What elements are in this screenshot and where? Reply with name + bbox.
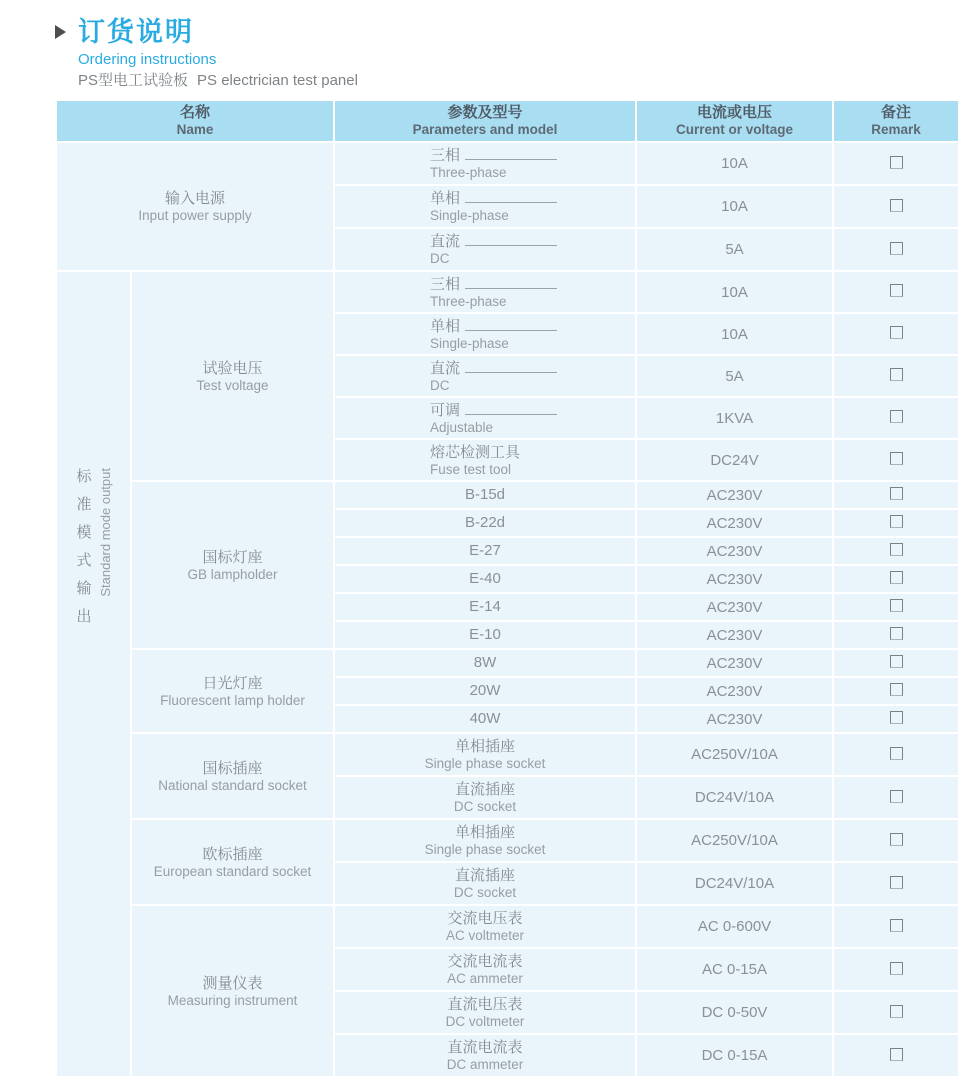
remark-cell xyxy=(833,271,959,313)
remark-cell xyxy=(833,776,959,819)
remark-cell xyxy=(833,705,959,733)
param-cell xyxy=(334,142,636,185)
remark-cell xyxy=(833,677,959,705)
group-name-zh: 国标插座 xyxy=(202,759,263,777)
param-zh: 单相 xyxy=(430,317,461,335)
param-zh: 直流 xyxy=(430,359,461,377)
value-cell: AC230V xyxy=(636,565,833,593)
value-cell: 5A xyxy=(636,355,833,397)
param-en: Fuse test tool xyxy=(430,461,512,477)
table-row xyxy=(56,905,959,948)
param-zh: 直流插座 xyxy=(454,781,515,798)
remark-cell xyxy=(833,565,959,593)
remark-cell xyxy=(833,819,959,862)
value-cell: AC230V xyxy=(636,677,833,705)
param-zh: 直流 xyxy=(430,233,461,250)
page-subtitle-zh: PS型电工试验板 xyxy=(78,72,189,89)
remark-checkbox[interactable] xyxy=(890,655,903,668)
param-cell xyxy=(334,185,636,228)
value-cell: DC 0-50V xyxy=(636,991,833,1034)
remark-cell xyxy=(833,1034,959,1077)
param-text: 20W xyxy=(469,682,501,699)
value-cell: AC250V/10A xyxy=(636,733,833,776)
table-row xyxy=(56,733,959,776)
param-block xyxy=(335,401,635,436)
col-header-current: 电流或电压 Current or voltage xyxy=(636,100,833,142)
remark-cell xyxy=(833,185,959,228)
group-name-zh: 日光灯座 xyxy=(202,674,263,692)
param-cell xyxy=(334,481,636,509)
param-cell xyxy=(334,776,636,819)
ordering-table xyxy=(55,99,960,1078)
side-label xyxy=(75,468,113,636)
param-text: E-27 xyxy=(469,542,501,559)
value-cell: AC 0-15A xyxy=(636,948,833,991)
remark-cell xyxy=(833,355,959,397)
blank-fill-line xyxy=(465,147,557,160)
table-row xyxy=(56,481,959,509)
param-en: DC socket xyxy=(453,799,517,814)
remark-cell xyxy=(833,439,959,481)
remark-checkbox[interactable] xyxy=(890,284,903,297)
group-name-en: Measuring instrument xyxy=(167,992,298,1008)
value-cell: 5A xyxy=(636,228,833,271)
param-en: Single phase socket xyxy=(424,756,546,771)
table-row xyxy=(56,142,959,185)
param-line xyxy=(430,317,635,336)
param-cell xyxy=(334,397,636,439)
group-name-zh: 国标灯座 xyxy=(202,548,263,566)
group-name-zh: 输入电源 xyxy=(164,190,225,207)
blank-fill-line xyxy=(465,318,557,331)
table-row xyxy=(56,271,959,313)
group-name-cell xyxy=(131,819,334,905)
remark-cell xyxy=(833,948,959,991)
param-cell xyxy=(334,677,636,705)
table-header xyxy=(56,100,959,142)
blank-fill-line xyxy=(465,276,557,289)
param-cell xyxy=(334,355,636,397)
group-name-en: Test voltage xyxy=(196,377,269,393)
param-zh: 三相 xyxy=(430,147,461,164)
value-cell: AC230V xyxy=(636,481,833,509)
param-en: Adjustable xyxy=(430,419,494,435)
side-label-zh: 标准模式输出 xyxy=(74,468,92,636)
section-heading xyxy=(55,16,969,48)
param-text: B-15d xyxy=(464,486,506,503)
param-line xyxy=(430,401,635,420)
remark-checkbox[interactable] xyxy=(890,876,903,889)
param-text: 8W xyxy=(473,654,497,671)
param-block xyxy=(335,317,635,352)
value-cell: AC230V xyxy=(636,649,833,677)
param-line xyxy=(430,359,635,378)
remark-checkbox[interactable] xyxy=(890,747,903,760)
section-arrow-icon xyxy=(55,25,66,39)
param-block xyxy=(335,146,635,181)
value-cell: DC24V/10A xyxy=(636,862,833,905)
blank-fill-line xyxy=(465,360,557,373)
page-subtitle-en: PS electrician test panel xyxy=(197,72,358,89)
page-subtitle xyxy=(78,72,969,90)
remark-checkbox[interactable] xyxy=(890,833,903,846)
table-row xyxy=(56,649,959,677)
param-line xyxy=(430,275,635,294)
group-name-en: European standard socket xyxy=(153,863,312,879)
value-cell: AC250V/10A xyxy=(636,819,833,862)
param-line xyxy=(430,189,635,208)
value-cell: AC230V xyxy=(636,537,833,565)
group-name-zh: 欧标插座 xyxy=(202,845,263,863)
group-name-en: Fluorescent lamp holder xyxy=(160,692,305,708)
param-block xyxy=(335,359,635,394)
value-cell: AC230V xyxy=(636,593,833,621)
param-line xyxy=(430,232,635,251)
remark-cell xyxy=(833,649,959,677)
param-en: DC socket xyxy=(453,885,517,900)
remark-cell xyxy=(833,228,959,271)
remark-checkbox[interactable] xyxy=(890,962,903,975)
param-en: DC voltmeter xyxy=(445,1014,525,1029)
param-en: Single phase socket xyxy=(424,842,546,857)
param-zh: 单相插座 xyxy=(454,824,515,841)
param-en: DC xyxy=(430,377,450,393)
group-name-en: National standard socket xyxy=(158,777,307,793)
col-header-name: 名称 Name xyxy=(56,100,334,142)
param-en: Three-phase xyxy=(430,293,507,309)
value-cell: 10A xyxy=(636,185,833,228)
param-text: B-22d xyxy=(464,514,506,531)
remark-checkbox[interactable] xyxy=(890,515,903,528)
side-label-cell xyxy=(56,271,131,1077)
param-en: AC ammeter xyxy=(447,971,523,986)
value-cell: AC230V xyxy=(636,705,833,733)
value-cell: 10A xyxy=(636,142,833,185)
remark-checkbox[interactable] xyxy=(890,368,903,381)
value-cell: 10A xyxy=(636,313,833,355)
value-cell: AC230V xyxy=(636,509,833,537)
remark-checkbox[interactable] xyxy=(890,571,903,584)
page-title-en: Ordering instructions xyxy=(78,51,217,68)
group-name-cell xyxy=(131,905,334,1077)
group-name-en: GB lampholder xyxy=(187,566,278,582)
group-name-cell xyxy=(131,481,334,649)
remark-cell xyxy=(833,481,959,509)
param-cell xyxy=(334,905,636,948)
param-en: DC xyxy=(430,251,450,266)
param-cell xyxy=(334,621,636,649)
remark-checkbox[interactable] xyxy=(890,326,903,339)
blank-fill-line xyxy=(465,233,557,246)
param-cell xyxy=(334,948,636,991)
param-block xyxy=(335,443,635,478)
param-cell xyxy=(334,593,636,621)
value-cell: DC 0-15A xyxy=(636,1034,833,1077)
blank-fill-line xyxy=(465,190,557,203)
param-cell xyxy=(334,439,636,481)
param-cell xyxy=(334,565,636,593)
param-cell xyxy=(334,1034,636,1077)
group-name-en: Input power supply xyxy=(138,208,252,223)
table-header-row xyxy=(56,100,959,142)
remark-checkbox[interactable] xyxy=(890,242,903,255)
value-cell: DC24V xyxy=(636,439,833,481)
param-zh: 交流电压表 xyxy=(447,910,523,927)
param-zh: 可调 xyxy=(430,401,461,419)
param-text: E-40 xyxy=(469,570,501,587)
param-en: Three-phase xyxy=(430,165,507,180)
remark-checkbox[interactable] xyxy=(890,1005,903,1018)
remark-cell xyxy=(833,397,959,439)
param-text: E-10 xyxy=(469,626,501,643)
remark-checkbox[interactable] xyxy=(890,543,903,556)
remark-cell xyxy=(833,537,959,565)
group-name-zh: 试验电压 xyxy=(202,359,263,377)
param-cell xyxy=(334,991,636,1034)
remark-cell xyxy=(833,509,959,537)
param-cell xyxy=(334,733,636,776)
param-cell xyxy=(334,649,636,677)
param-cell xyxy=(334,271,636,313)
value-cell: 10A xyxy=(636,271,833,313)
remark-checkbox[interactable] xyxy=(890,156,903,169)
table-row xyxy=(56,819,959,862)
param-text: E-14 xyxy=(469,598,501,615)
remark-cell xyxy=(833,142,959,185)
group-name-cell xyxy=(131,271,334,481)
group-name-cell xyxy=(56,142,334,271)
param-zh: 单相 xyxy=(430,190,461,207)
param-en: DC ammeter xyxy=(446,1057,524,1072)
param-zh: 熔芯检测工具 xyxy=(430,443,521,461)
remark-cell xyxy=(833,593,959,621)
remark-cell xyxy=(833,905,959,948)
param-cell xyxy=(334,313,636,355)
param-block xyxy=(335,189,635,224)
remark-checkbox[interactable] xyxy=(890,919,903,932)
remark-cell xyxy=(833,991,959,1034)
param-line xyxy=(430,443,635,462)
param-zh: 三相 xyxy=(430,275,461,293)
remark-checkbox[interactable] xyxy=(890,790,903,803)
param-cell xyxy=(334,705,636,733)
col-header-remark: 备注 Remark xyxy=(833,100,959,142)
param-en: Single-phase xyxy=(430,208,509,223)
remark-checkbox[interactable] xyxy=(890,683,903,696)
remark-checkbox[interactable] xyxy=(890,487,903,500)
remark-checkbox[interactable] xyxy=(890,1048,903,1061)
table-body xyxy=(56,142,959,1077)
param-zh: 直流电流表 xyxy=(447,1039,523,1056)
value-cell: DC24V/10A xyxy=(636,776,833,819)
value-cell: 1KVA xyxy=(636,397,833,439)
remark-cell xyxy=(833,621,959,649)
param-cell xyxy=(334,862,636,905)
remark-checkbox[interactable] xyxy=(890,599,903,612)
side-label-en: Standard mode output xyxy=(97,468,113,597)
remark-checkbox[interactable] xyxy=(890,452,903,465)
param-zh: 交流电流表 xyxy=(447,953,523,970)
param-cell xyxy=(334,819,636,862)
value-cell: AC230V xyxy=(636,621,833,649)
remark-checkbox[interactable] xyxy=(890,711,903,724)
remark-checkbox[interactable] xyxy=(890,627,903,640)
param-block xyxy=(335,232,635,267)
group-name-cell xyxy=(131,649,334,733)
remark-cell xyxy=(833,313,959,355)
param-cell xyxy=(334,537,636,565)
page-title: 订货说明 xyxy=(78,17,194,47)
param-en: Single-phase xyxy=(430,335,509,351)
col-header-parameters: 参数及型号 Parameters and model xyxy=(334,100,636,142)
remark-checkbox[interactable] xyxy=(890,199,903,212)
param-text: 40W xyxy=(469,710,501,727)
remark-cell xyxy=(833,733,959,776)
group-name-zh: 测量仪表 xyxy=(202,974,263,992)
param-block xyxy=(335,275,635,310)
value-cell: AC 0-600V xyxy=(636,905,833,948)
param-line xyxy=(430,146,635,165)
param-zh: 直流插座 xyxy=(454,867,515,884)
blank-fill-line xyxy=(465,402,557,415)
group-name-cell xyxy=(131,733,334,819)
param-en: AC voltmeter xyxy=(445,928,525,943)
remark-checkbox[interactable] xyxy=(890,410,903,423)
param-cell xyxy=(334,509,636,537)
param-zh: 单相插座 xyxy=(454,738,515,755)
remark-cell xyxy=(833,862,959,905)
param-cell xyxy=(334,228,636,271)
param-zh: 直流电压表 xyxy=(447,996,523,1013)
